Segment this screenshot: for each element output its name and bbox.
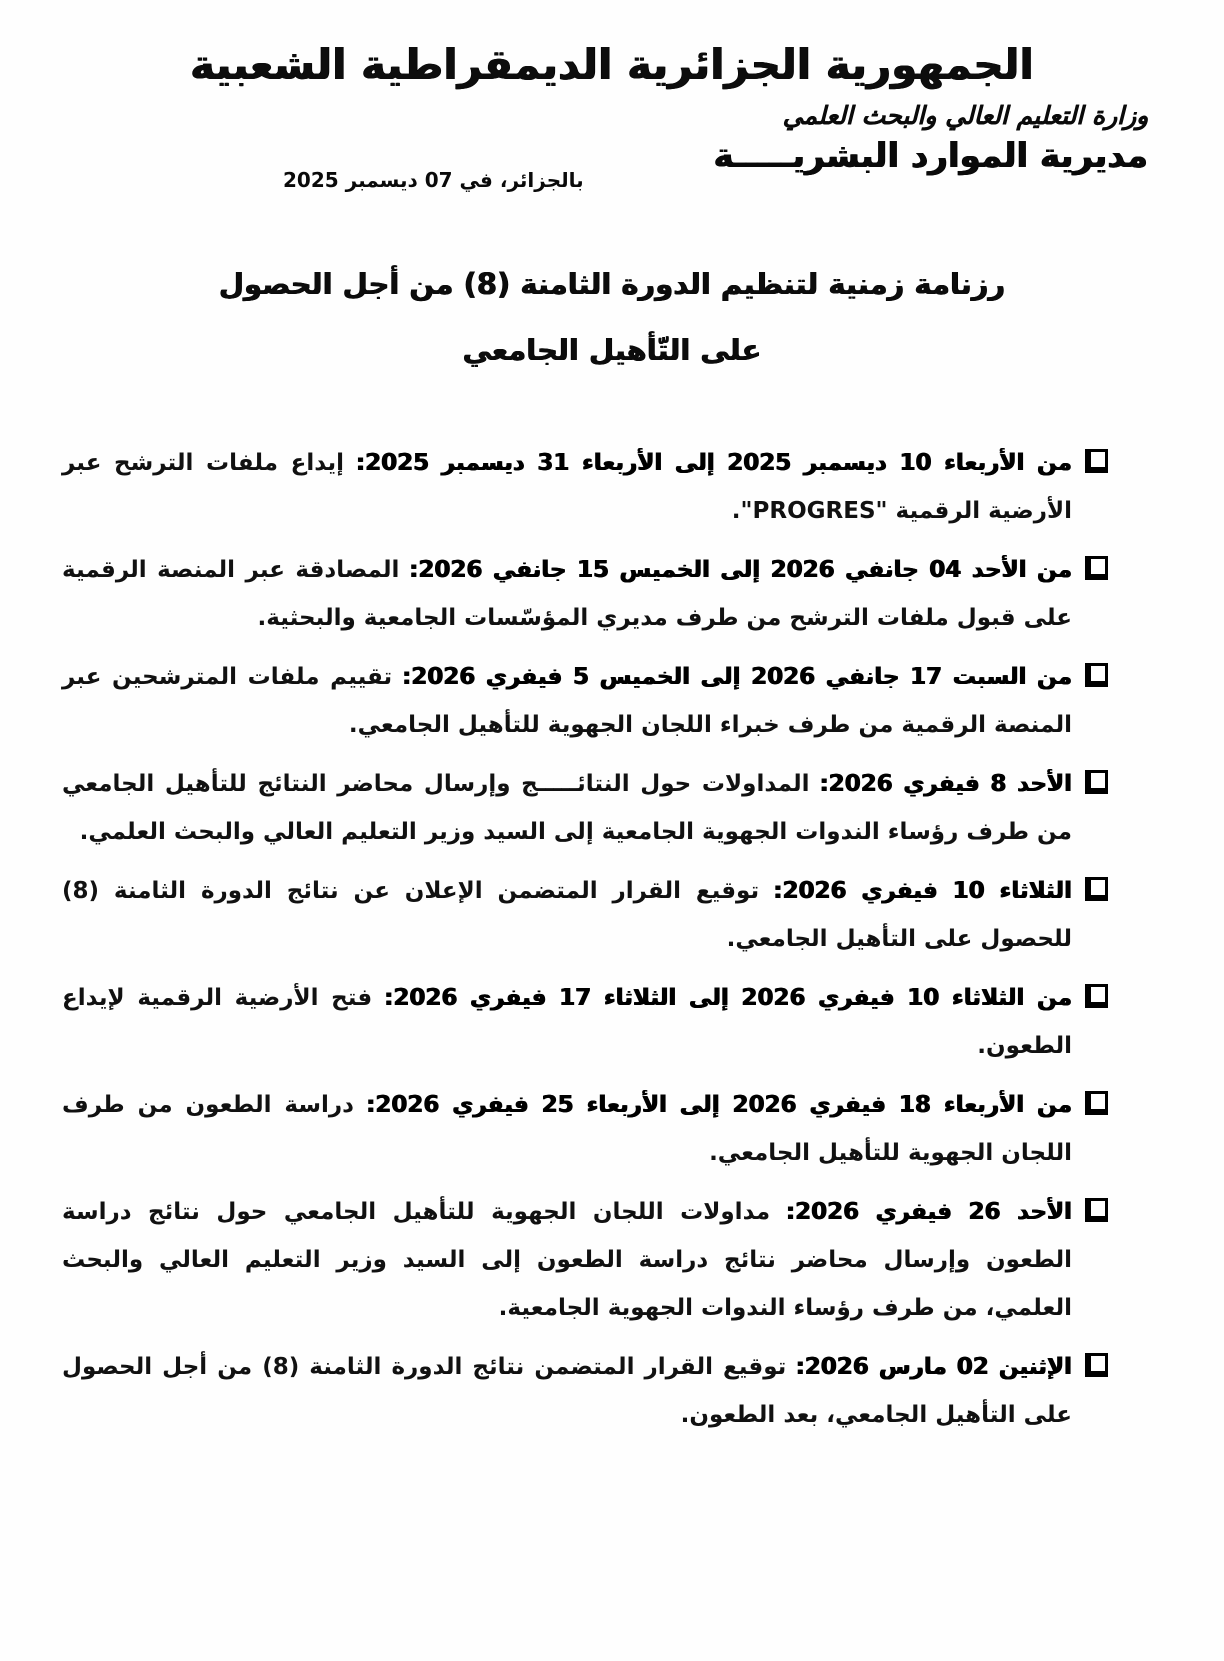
schedule-item: [62, 546, 1108, 642]
item-description: تقييم ملفات المترشحين عبر المنصة الرقمية من طرف خبراء اللجان الجهوية للتأهيل الجامعي.: [62, 664, 1072, 738]
republic-title: الجمهورية الجزائرية الديمقراطية الشعبية: [190, 40, 1034, 89]
checkbox-bullet-icon: [1085, 984, 1108, 1008]
item-description: المداولات حول النتائـــــج وإرسال محاضر النتائج للتأهيل الجامعي من طرف رؤساء الندوات الجهوية الجامعية إلى السيد وزير التعليم العالي والبحث العلمي.: [62, 771, 1072, 845]
schedule-item: [62, 1188, 1108, 1332]
item-date: من الثلاثاء 10 فيفري 2026 إلى الثلاثاء 17 فيفري 2026:: [384, 985, 1073, 1011]
item-date: من السبت 17 جانفي 2026 إلى الخميس 5 فيفري 2026:: [402, 664, 1073, 690]
item-date: من الأربعاء 10 ديسمبر 2025 إلى الأربعاء 31 ديسمبر 2025:: [355, 450, 1072, 476]
item-description: فتح الأرضية الرقمية لإيداع الطعون.: [62, 985, 1072, 1059]
checkbox-bullet-icon: [1085, 877, 1108, 901]
schedule-item: [62, 1081, 1108, 1177]
schedule-item: [62, 867, 1108, 963]
item-date: الإثنين 02 مارس 2026:: [795, 1354, 1072, 1380]
checkbox-bullet-icon: [1085, 1198, 1108, 1222]
checkbox-bullet-icon: [1085, 770, 1108, 794]
document-title: [0, 251, 1224, 383]
checkbox-bullet-icon: [1085, 1091, 1108, 1115]
item-description: مداولات اللجان الجهوية للتأهيل الجامعي حول نتائج دراسة الطعون وإرسال محاضر نتائج دراسة الطعون إلى السيد وزير التعليم العالي والبحث العلمي، من طرف رؤساء الندوات الجهوية الجامعية.: [62, 1199, 1072, 1321]
item-description: توقيع القرار المتضمن نتائج الدورة الثامنة (8) من أجل الحصول على التأهيل الجامعي، بعد الطعون.: [62, 1354, 1072, 1428]
item-date: الأحد 26 فيفري 2026:: [785, 1199, 1072, 1225]
item-date: من الأحد 04 جانفي 2026 إلى الخميس 15 جانفي 2026:: [409, 557, 1073, 583]
schedule-item: [62, 653, 1108, 749]
checkbox-bullet-icon: [1085, 449, 1108, 473]
directorate-name: مديرية الموارد البشريـــــة: [713, 136, 1148, 176]
ministry-name: وزارة التعليم العالي والبحث العلمي: [782, 101, 1148, 130]
item-description: المصادقة عبر المنصة الرقمية على قبول ملفات الترشح من طرف مديري المؤسّسات الجامعية والبحثية.: [62, 557, 1072, 631]
item-description: توقيع القرار المتضمن الإعلان عن نتائج الدورة الثامنة (8) للحصول على التأهيل الجامعي.: [62, 878, 1072, 952]
schedule-item: [62, 439, 1108, 535]
item-date: من الأربعاء 18 فيفري 2026 إلى الأربعاء 25 فيفري 2026:: [366, 1092, 1073, 1118]
schedule-item: [62, 760, 1108, 856]
item-description: دراسة الطعون من طرف اللجان الجهوية للتأهيل الجامعي.: [62, 1092, 1072, 1166]
place-date-line: بالجزائر، في 07 ديسمبر 2025: [283, 168, 584, 192]
checkbox-bullet-icon: [1085, 1353, 1108, 1377]
schedule-item: [62, 1343, 1108, 1439]
item-description: إيداع ملفات الترشح عبر الأرضية الرقمية "PROGRES".: [62, 450, 1072, 524]
schedule-item: [62, 974, 1108, 1070]
schedule-list: [62, 439, 1108, 1439]
checkbox-bullet-icon: [1085, 663, 1108, 687]
item-date: الثلاثاء 10 فيفري 2026:: [773, 878, 1073, 904]
checkbox-bullet-icon: [1085, 556, 1108, 580]
government-header-block: [0, 99, 1148, 179]
document-title-line2: على التّأهيل الجامعي: [462, 333, 762, 367]
item-date: الأحد 8 فيفري 2026:: [819, 771, 1072, 797]
document-title-line1: رزنامة زمنية لتنظيم الدورة الثامنة (8) من أجل الحصول: [218, 267, 1006, 301]
